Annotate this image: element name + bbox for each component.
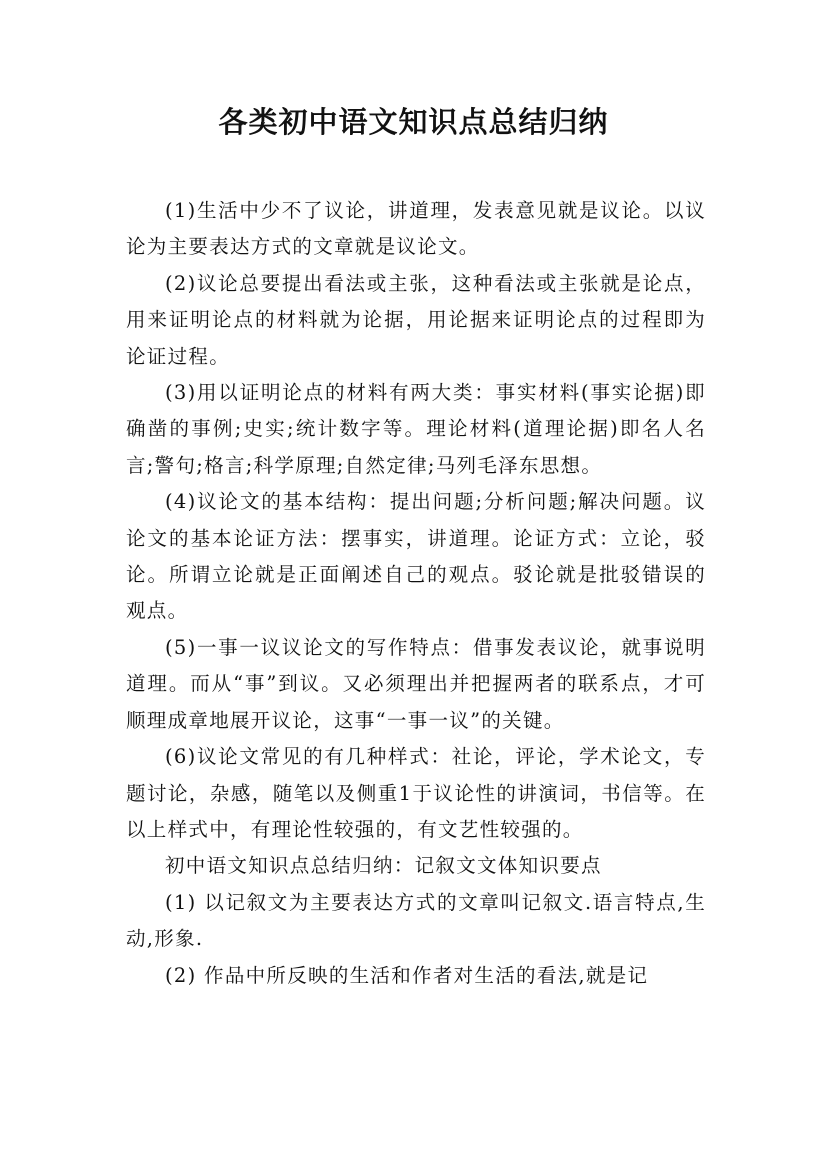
paragraph-2: (2)议论总要提出看法或主张，这种看法或主张就是论点，用来证明论点的材料就为论据，用论据来证明论点的过程即为论证过程。 <box>126 271 706 368</box>
paragraph-8: (2) 作品中所反映的生活和作者对生活的看法,就是记 <box>165 963 649 987</box>
paragraph-7: (1) 以记叙文为主要表达方式的文章叫记叙文.语言特点,生动,形象. <box>126 890 706 951</box>
paragraph-6: (6)议论文常见的有几种样式：社论，评论，学术论文，专题讨论，杂感，随笔以及侧重1于议论性的讲演词，书信等。在以上样式中，有理论性较强的，有文艺性较强的。 <box>126 745 706 841</box>
document-body <box>126 193 706 994</box>
document-title: 各类初中语文知识点总结归纳 <box>218 105 609 139</box>
section-heading: 初中语文知识点总结归纳：记叙文文体知识要点 <box>165 854 602 878</box>
paragraph-1: (1)生活中少不了议论，讲道理，发表意见就是议论。以议论为主要表达方式的文章就是议论文。 <box>126 199 706 259</box>
paragraph-3: (3)用以证明论点的材料有两大类：事实材料(事实论据)即确凿的事例;史实;统计数字等。理论材料(道理论据)即名人名言;警句;格言;科学原理;自然定律;马列毛泽东思想。 <box>126 381 706 477</box>
paragraph-4: (4)议论文的基本结构：提出问题;分析问题;解决问题。议论文的基本论证方法：摆事实，讲道理。论证方式：立论，驳论。所谓立论就是正面阐述自己的观点。驳论就是批驳错误的观点。 <box>126 490 706 623</box>
paragraph-5: (5)一事一议议论文的写作特点：借事发表议论，就事说明道理。而从“事”到议。又必须理出并把握两者的联系点，才可顺理成章地展开议论，这事“一事一议”的关键。 <box>126 635 706 732</box>
